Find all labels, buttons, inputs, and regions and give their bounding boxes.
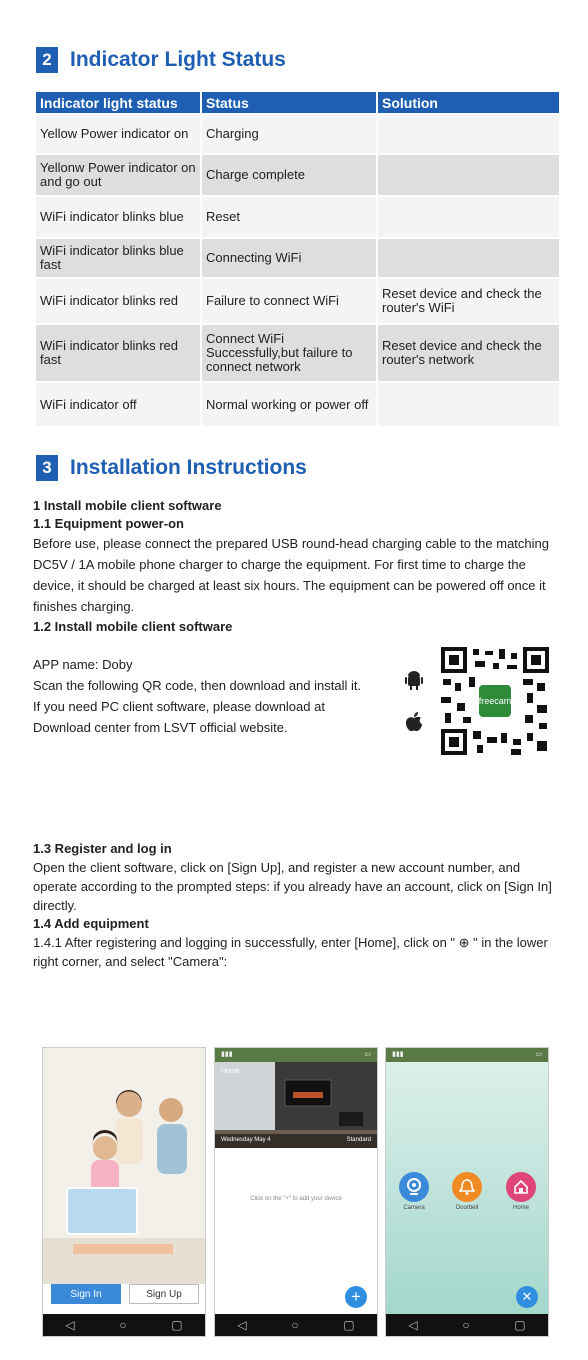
heading-1: 1 Install mobile client software <box>33 498 222 513</box>
section-2-number: 2 <box>36 47 58 73</box>
add-device-button[interactable]: + <box>345 1286 367 1308</box>
solution-cell <box>377 154 560 196</box>
column-header: Status <box>201 92 377 114</box>
android-icon <box>405 670 423 695</box>
recents-icon[interactable]: ▢ <box>171 1318 183 1332</box>
section-2-title: Indicator Light Status <box>70 48 286 71</box>
family-photo-illustration <box>43 1048 206 1284</box>
solution-cell <box>377 382 560 426</box>
paragraph-1-3: Open the client software, click on [Sign Up], and register a new account number, and operate according to the prompted steps: if you already have an account, click on [Sign In] directly. <box>33 860 552 913</box>
back-icon[interactable]: ◁ <box>237 1318 247 1332</box>
indicator-cell: WiFi indicator blinks red fast <box>36 324 201 382</box>
solution-cell: Reset device and check the router's network <box>377 324 560 382</box>
section-3-title: Installation Instructions <box>70 456 307 479</box>
home-label: Home <box>221 1068 240 1075</box>
solution-cell <box>377 114 560 154</box>
paragraph-1-4-1: 1.4.1 After registering and logging in successfully, enter [Home], click on " ⊕ " in the lower right corner, and select "Camera": <box>33 935 548 969</box>
section-2-header <box>36 47 286 73</box>
indicator-table <box>36 92 561 426</box>
install-app-info <box>33 654 373 738</box>
apple-icon <box>405 712 423 737</box>
solution-cell <box>377 238 560 278</box>
sign-in-button[interactable]: Sign In <box>51 1284 121 1304</box>
qr-logo-label: freecam <box>478 696 512 706</box>
back-icon[interactable]: ◁ <box>65 1318 75 1332</box>
phone-screenshot-welcome <box>42 1047 206 1337</box>
bell-icon <box>459 1178 475 1196</box>
phone-screenshot-select-device <box>385 1047 549 1337</box>
indicator-cell: Yellonw Power indicator on and go out <box>36 154 201 196</box>
indicator-cell: WiFi indicator blinks red <box>36 278 201 324</box>
heading-1-1: 1.1 Equipment power-on <box>33 516 184 531</box>
indicator-cell: WiFi indicator blinks blue <box>36 196 201 238</box>
status-bar <box>386 1048 548 1062</box>
back-icon[interactable]: ◁ <box>408 1318 418 1332</box>
add-device-hint: Click on the "+" to add your device <box>250 1196 342 1202</box>
status-cell: Failure to connect WiFi <box>201 278 377 324</box>
status-cell: Reset <box>201 196 377 238</box>
camera-icon <box>406 1178 422 1196</box>
heading-1-4: 1.4 Add equipment <box>33 916 149 931</box>
nav-bar <box>215 1314 377 1336</box>
doorbell-label: Doorbell <box>455 1205 479 1211</box>
solution-cell: Reset device and check the router's WiFi <box>377 278 560 324</box>
table-row <box>36 382 560 426</box>
signal-icon: ▮▮▮ <box>392 1051 404 1058</box>
home-circle-icon[interactable]: ○ <box>119 1318 127 1332</box>
recents-icon[interactable]: ▢ <box>343 1318 355 1332</box>
table-header-row <box>36 92 560 114</box>
status-cell: Charging <box>201 114 377 154</box>
qr-code-icon <box>441 647 549 755</box>
section-3-number: 3 <box>36 455 58 481</box>
solution-cell <box>377 196 560 238</box>
paragraph-1-1: Before use, please connect the prepared USB round-head charging cable to the matching DC5V / 1A mobile phone charger to charge the equipment. For first time to charge the device, it should be charged at least six hours. The equipment can be powered off once it finishes charging. <box>33 536 550 614</box>
nav-bar <box>386 1314 548 1336</box>
nav-bar <box>43 1314 205 1336</box>
battery-icon: ▭ <box>364 1051 371 1058</box>
close-button[interactable]: ✕ <box>516 1286 538 1308</box>
table-row <box>36 196 560 238</box>
heading-1-2: 1.2 Install mobile client software <box>33 619 233 634</box>
status-bar <box>215 1048 377 1062</box>
home-option-button[interactable] <box>506 1172 536 1202</box>
status-cell: Connect WiFi Successfully,but failure to connect network <box>201 324 377 382</box>
status-cell: Connecting WiFi <box>201 238 377 278</box>
table-row <box>36 278 560 324</box>
home-option-label: Home <box>512 1205 529 1211</box>
column-header: Indicator light status <box>36 92 201 114</box>
house-icon <box>513 1179 529 1195</box>
app-name: APP name: Doby <box>33 657 133 672</box>
table-row <box>36 154 560 196</box>
install-part-2 <box>33 840 563 971</box>
table-row <box>36 324 560 382</box>
table-row <box>36 238 560 278</box>
status-cell: Normal working or power off <box>201 382 377 426</box>
recents-icon[interactable]: ▢ <box>514 1318 526 1332</box>
signal-icon: ▮▮▮ <box>221 1051 233 1058</box>
column-header: Solution <box>377 92 560 114</box>
indicator-cell: Yellow Power indicator on <box>36 114 201 154</box>
home-circle-icon[interactable]: ○ <box>462 1318 470 1332</box>
status-cell: Charge complete <box>201 154 377 196</box>
section-3-header <box>36 455 307 481</box>
scan-instructions: Scan the following QR code, then download and install it. <box>33 678 362 693</box>
sign-up-button[interactable]: Sign Up <box>129 1284 199 1304</box>
camera-option-button[interactable] <box>399 1172 429 1202</box>
battery-icon: ▭ <box>535 1051 542 1058</box>
pc-client-note: If you need PC client software, please download at Download center from LSVT official website. <box>33 699 325 735</box>
phone-screenshot-home <box>214 1047 378 1337</box>
heading-1-3: 1.3 Register and log in <box>33 841 172 856</box>
mode-label: Standard <box>346 1137 371 1143</box>
camera-label: Camera <box>403 1205 425 1211</box>
indicator-cell: WiFi indicator blinks blue fast <box>36 238 201 278</box>
table-row <box>36 114 560 154</box>
indicator-cell: WiFi indicator off <box>36 382 201 426</box>
date-label: Wednesday May 4 <box>221 1137 271 1143</box>
doorbell-option-button[interactable] <box>452 1172 482 1202</box>
home-circle-icon[interactable]: ○ <box>291 1318 299 1332</box>
install-part-1 <box>33 497 563 637</box>
